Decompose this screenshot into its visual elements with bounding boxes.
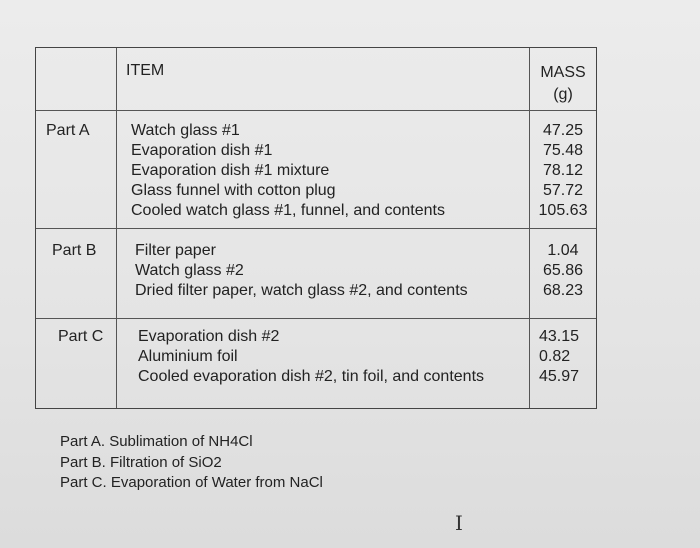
section-items-part-c — [138, 327, 484, 387]
mass-value: 47.25 — [542, 122, 584, 139]
mass-value: 57.72 — [542, 182, 584, 199]
mass-value: 68.23 — [542, 282, 584, 299]
section-masses-part-b — [530, 241, 596, 301]
list-item: Cooled watch glass #1, funnel, and contents — [131, 202, 445, 219]
row-divider — [36, 228, 596, 229]
mass-value: 43.15 — [539, 328, 580, 345]
note-line: Part C. Evaporation of Water from NaCl — [60, 474, 323, 491]
experiment-notes — [60, 432, 323, 494]
mass-value: 105.63 — [538, 202, 588, 219]
text-cursor-icon: I — [455, 511, 463, 535]
list-item: Watch glass #1 — [131, 122, 240, 139]
list-item: Cooled evaporation dish #2, tin foil, and contents — [138, 368, 485, 385]
row-divider — [36, 318, 596, 319]
section-items-part-b — [135, 241, 468, 301]
mass-value: 45.97 — [539, 368, 580, 385]
list-item: Filter paper — [135, 242, 216, 259]
mass-value: 75.48 — [542, 142, 584, 159]
list-item: Dried filter paper, watch glass #2, and contents — [135, 282, 468, 299]
section-masses-part-c — [539, 327, 579, 387]
list-item: Glass funnel with cotton plug — [131, 182, 336, 199]
section-masses-part-a — [530, 121, 596, 221]
mass-table — [35, 47, 597, 409]
mass-value: 0.82 — [539, 348, 571, 365]
list-item: Watch glass #2 — [135, 262, 244, 279]
mass-value: 65.86 — [542, 262, 584, 279]
section-label-part-c: Part C — [58, 328, 104, 345]
list-item: Evaporation dish #1 — [131, 142, 273, 159]
section-items-part-a — [131, 121, 445, 221]
note-line: Part B. Filtration of SiO2 — [60, 453, 222, 471]
note-line: Part A. Sublimation of NH4Cl — [60, 433, 253, 450]
list-item: Evaporation dish #2 — [138, 328, 280, 345]
mass-header: MASS (g) — [540, 64, 586, 103]
section-label-part-b: Part B — [52, 242, 97, 259]
list-item: Evaporation dish #1 mixture — [131, 162, 330, 179]
mass-value: 78.12 — [542, 162, 584, 179]
mass-value: 1.04 — [547, 242, 579, 259]
row-divider — [36, 110, 596, 111]
section-label-part-a: Part A — [46, 122, 90, 139]
list-item: Aluminium foil — [138, 348, 238, 365]
item-header: ITEM — [126, 62, 165, 79]
